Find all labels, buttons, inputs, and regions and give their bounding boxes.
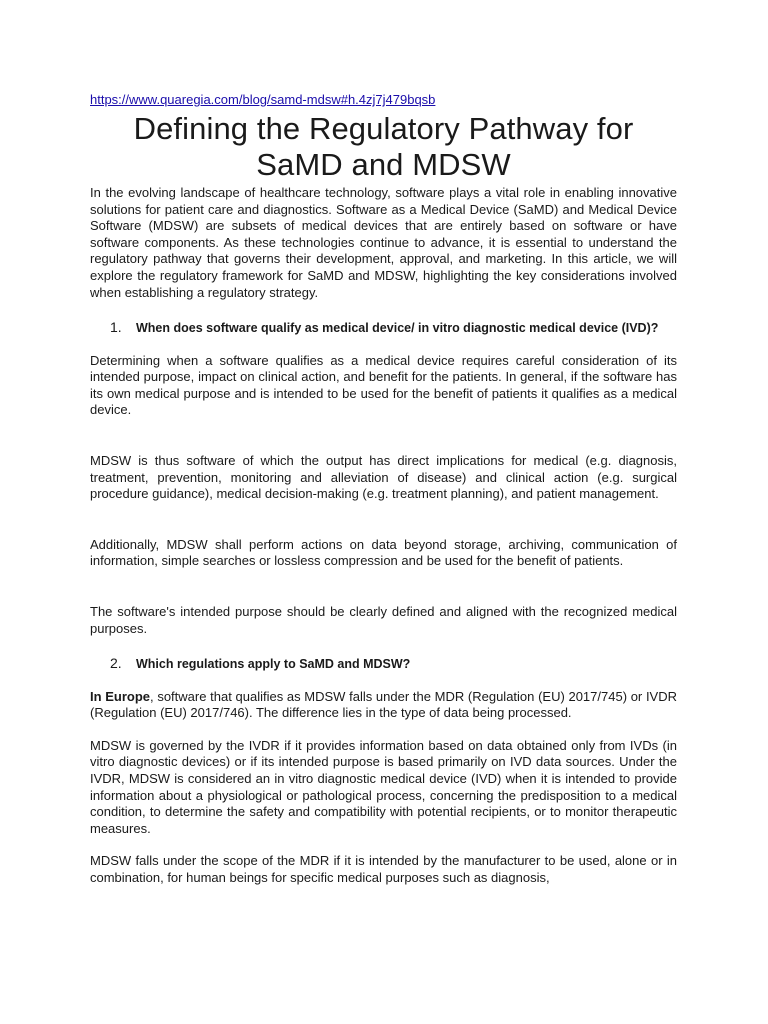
europe-text: , software that qualifies as MDSW falls under the MDR (Regulation (EU) 2017/745) or IVDR (Regulation (EU) 2017/746). The difference lies in the type of data being processed. [90,688,678,721]
section-1-paragraph-3: Additionally, MDSW shall perform actions on data beyond storage, archiving, communication of information, simple searches or lossless compression and be used for the benefit of patients. [90,536,677,569]
source-link[interactable]: https://www.quaregia.com/blog/samd-mdsw#h.4zj7j479bqsb [90,92,436,107]
section-1-number: 1. [110,319,122,336]
section-1-heading-text: When does software qualify as medical device/ in vitro diagnostic medical device (IVD)? [136,321,659,336]
section-2-europe-paragraph [90,689,677,722]
section-2-paragraph-2: MDSW falls under the scope of the MDR if it is intended by the manufacturer to be used, alone or in combination, for human beings for specific medical purposes such as diagnosis, [90,853,677,886]
section-2-heading-text: Which regulations apply to SaMD and MDSW? [136,657,411,672]
section-1-heading [90,320,677,337]
europe-label: In Europe [90,688,151,704]
section-2-heading [90,656,677,673]
page-title [90,111,677,183]
document-page [90,92,677,887]
title-line-1: Defining the Regulatory Pathway for [133,111,634,146]
section-2-number: 2. [110,655,122,672]
title-line-2: SaMD and MDSW [256,147,511,182]
section-1-paragraph-1: Determining when a software qualifies as a medical device requires careful consideration of its intended purpose, impact on clinical action, and benefit for the patients. In general, if the software has its own medical purpose and is intended to be used for the benefit of patients it qualifies as a medical device. [90,352,677,418]
intro-paragraph: In the evolving landscape of healthcare technology, software plays a vital role in enabling innovative solutions for patient care and diagnostics. Software as a Medical Device (SaMD) and Medical Device Software (MDSW) are subsets of medical devices that are entirely based on software or have software components. As these technologies continue to advance, it is essential to understand the regulatory pathway that governs their development, approval, and marketing. In this article, we will explore the regulatory framework for SaMD and MDSW, highlighting the key considerations involved when establishing a regulatory strategy. [90,185,677,300]
section-2-paragraph-1: MDSW is governed by the IVDR if it provides information based on data obtained only from IVDs (in vitro diagnostic devices) or if its intended purpose is based primarily on IVD data sources. Under the IVDR, MDSW is considered an in vitro diagnostic medical device (IVD) when it is intended to provide information about a physiological or pathological process, concerning the predisposition to a medical condition, to determine the safety and compatibility with potential recipients, or to monitor therapeutic measures. [90,737,677,836]
section-1-paragraph-4: The software's intended purpose should be clearly defined and aligned with the recognized medical purposes. [90,604,677,636]
section-1-paragraph-2: MDSW is thus software of which the output has direct implications for medical (e.g. diagnosis, treatment, prevention, monitoring and alleviation of disease) and clinical action (e.g. surgical procedure guidance), medical decision-making (e.g. treatment planning), and patient management. [90,453,677,502]
